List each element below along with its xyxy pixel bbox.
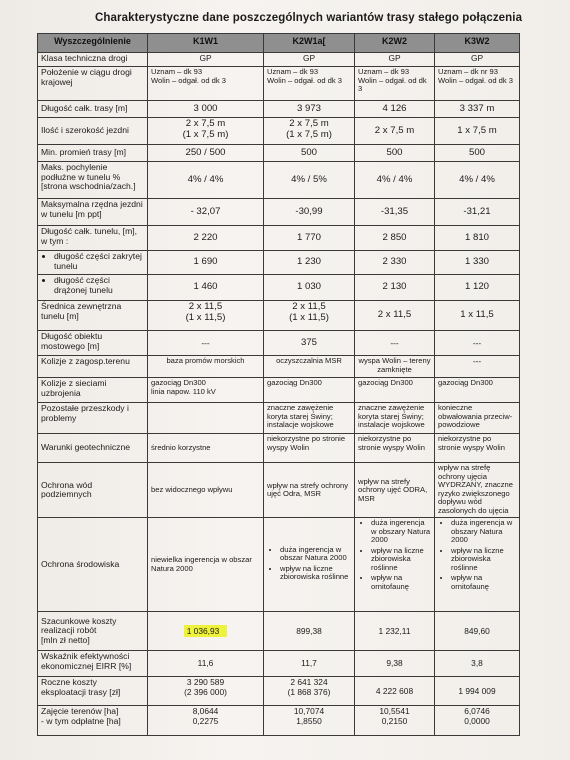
row-eirr — [38, 651, 520, 677]
row-label: Ilość i szerokość jezdni — [38, 118, 148, 145]
cell-value: 2 x 11,5 (1 x 11,5) — [264, 301, 355, 331]
cell-value: baza promów morskich — [148, 356, 264, 378]
cell-value: 2 330 — [355, 251, 435, 275]
cell-value: 1 810 — [435, 226, 520, 251]
cell-value: niekorzystne po stronie wyspy Wolin — [264, 434, 355, 463]
cell-value: 3 290 589 (2 396 000) — [148, 677, 264, 706]
cell-value: 1 330 — [435, 251, 520, 275]
row-label: Maks. pochylenie podłużne w tunelu % [strona wschodnia/zach.] — [38, 162, 148, 199]
list-item: • wpływ na liczne zbiorowiska roślinne — [451, 547, 516, 573]
cell-value: 375 — [264, 331, 355, 356]
header-k2w2: K2W2 — [355, 34, 435, 53]
cell-value: 1 460 — [148, 275, 264, 301]
cell-value: 1 120 — [435, 275, 520, 301]
list-item: • duża ingerencja w obszary Natura 2000 — [451, 519, 516, 545]
cell-value: 1 030 — [264, 275, 355, 301]
cell-value: 6,0746 0,0000 — [435, 706, 520, 736]
row-uzbrojenie — [38, 378, 520, 403]
cell-value: 4 222 608 — [355, 677, 435, 706]
cell-value: wpływ na strefy ochrony ujęć Odra, MSR — [264, 463, 355, 518]
cell-value: Uznam – dk nr 93 Wolin – odgał. od dk 3 — [435, 67, 520, 101]
row-polozenie — [38, 67, 520, 101]
cell-value: 4% / 4% — [355, 162, 435, 199]
row-srednica — [38, 301, 520, 331]
list-item: • wpływ na liczne zbiorowiska roślinne — [371, 547, 431, 573]
cell-value: 1 994 009 — [435, 677, 520, 706]
row-label: Szacunkowe koszty realizacji robót [mln zł netto] — [38, 612, 148, 651]
cell-value: 8,0644 0,2275 — [148, 706, 264, 736]
row-klasa — [38, 53, 520, 67]
cell-value: 4% / 4% — [148, 162, 264, 199]
cell-value: 3 973 — [264, 101, 355, 118]
row-zakryty — [38, 251, 520, 275]
cell-value: wpływ na strefy ochrony ujęć ODRA, MSR — [355, 463, 435, 518]
cell-value: średnio korzystne — [148, 434, 264, 463]
row-label: Ochrona środowiska — [38, 518, 148, 612]
cell-value — [148, 403, 264, 434]
cell-value: -31,35 — [355, 199, 435, 226]
cell-value: 2 x 7,5 m (1 x 7,5 m) — [264, 118, 355, 145]
cell-value: --- — [435, 331, 520, 356]
cell-value: znaczne zawężenie koryta starej Świny; instalacje wojskowe — [264, 403, 355, 434]
cell-value: GP — [435, 53, 520, 67]
row-geotech — [38, 434, 520, 463]
cell-value: --- — [435, 356, 520, 378]
cell-value: wyspa Wolin – tereny zamknięte — [355, 356, 435, 378]
row-dlugosc-trasy — [38, 101, 520, 118]
row-drazony — [38, 275, 520, 301]
cell-value — [264, 518, 355, 612]
cell-value: 1 x 11,5 — [435, 301, 520, 331]
cell-value: gazociąg Dn300 linia napow. 110 kV — [148, 378, 264, 403]
row-label — [38, 275, 148, 301]
cell-value: 849,60 — [435, 612, 520, 651]
row-label: Pozostałe przeszkody i problemy — [38, 403, 148, 434]
row-label: Kolizje z sieciami uzbrojenia — [38, 378, 148, 403]
row-jezdnie — [38, 118, 520, 145]
row-label: Długość całk. trasy [m] — [38, 101, 148, 118]
cell-value: 2 850 — [355, 226, 435, 251]
cell-value: Uznam – dk 93 Wolin – odgał. od dk 3 — [264, 67, 355, 101]
row-promien — [38, 145, 520, 162]
cell-value: GP — [355, 53, 435, 67]
document-title: Charakterystyczne dane poszczególnych wariantów trasy stałego połączenia — [95, 12, 523, 24]
row-label: Roczne koszty eksploatacji trasy [zł] — [38, 677, 148, 706]
cell-value: GP — [148, 53, 264, 67]
cell-value: 11,7 — [264, 651, 355, 677]
list-item: • wpływ na ornitofaunę — [451, 574, 516, 591]
row-label: Warunki geotechniczne — [38, 434, 148, 463]
cell-value: 1 232,11 — [355, 612, 435, 651]
list-item: • długość części drążonej tunelu — [54, 276, 144, 295]
row-przeszkody — [38, 403, 520, 434]
header-k2w1a: K2W1a[ — [264, 34, 355, 53]
list-item: • duża ingerencja w obszar Natura 2000 — [280, 546, 351, 563]
cell-value — [148, 612, 264, 651]
row-srodowisko — [38, 518, 520, 612]
row-label: Długość obiektu mostowego [m] — [38, 331, 148, 356]
row-teren — [38, 356, 520, 378]
cell-value: 2 x 11,5 (1 x 11,5) — [148, 301, 264, 331]
row-label: Klasa techniczna drogi — [38, 53, 148, 67]
cell-value: 2 x 7,5 m — [355, 118, 435, 145]
cell-value: znaczne zawężenie koryta starej Świny; instalacje wojskowe — [355, 403, 435, 434]
cell-value: 500 — [355, 145, 435, 162]
cell-value: 2 641 324 (1 868 376) — [264, 677, 355, 706]
cell-value: 4% / 5% — [264, 162, 355, 199]
cell-value: 500 — [264, 145, 355, 162]
row-label: Długość całk. tunelu, [m], w tym : — [38, 226, 148, 251]
cell-value: 4 126 — [355, 101, 435, 118]
cell-value: 3 000 — [148, 101, 264, 118]
cell-value: --- — [355, 331, 435, 356]
list-item: • wpływ na liczne zbiorowiska roślinne — [280, 565, 351, 582]
cell-value: -31,21 — [435, 199, 520, 226]
cell-value — [435, 518, 520, 612]
cell-value: 500 — [435, 145, 520, 162]
cell-value: niewielka ingerencja w obszar Natura 2000 — [148, 518, 264, 612]
row-koszty — [38, 612, 520, 651]
cell-value: - 32,07 — [148, 199, 264, 226]
cell-value: oczyszczalnia MSR — [264, 356, 355, 378]
header-k1w1: K1W1 — [148, 34, 264, 53]
cell-value: 2 220 — [148, 226, 264, 251]
row-rzedna — [38, 199, 520, 226]
cell-value: 2 x 7,5 m (1 x 7,5 m) — [148, 118, 264, 145]
cell-value: niekorzystne po stronie wyspy Wolin — [435, 434, 520, 463]
cell-value: wpływ na strefę ochrony ujęcia WYDRZANY, znaczne ryzyko zwiększonego dopływu wód zasolonych do ujęcia — [435, 463, 520, 518]
cell-value: GP — [264, 53, 355, 67]
header-wyszczegolnienie: Wyszczególnienie — [38, 34, 148, 53]
row-label: Średnica zewnętrzna tunelu [m] — [38, 301, 148, 331]
cell-value: 9,38 — [355, 651, 435, 677]
cell-value: 2 130 — [355, 275, 435, 301]
row-label: Kolizje z zagosp.terenu — [38, 356, 148, 378]
cell-value: 250 / 500 — [148, 145, 264, 162]
cell-value: 3,8 — [435, 651, 520, 677]
cell-value: gazociąg Dn300 — [355, 378, 435, 403]
row-label: Zajęcie terenów [ha] - w tym odpłatne [ha] — [38, 706, 148, 736]
cell-value: bez widocznego wpływu — [148, 463, 264, 518]
cell-value: 3 337 m — [435, 101, 520, 118]
cell-value: 1 690 — [148, 251, 264, 275]
list-item: • duża ingerencja w obszary Natura 2000 — [371, 519, 431, 545]
header-k3w2: K3W2 — [435, 34, 520, 53]
cell-value: 10,7074 1,8550 — [264, 706, 355, 736]
cell-value — [355, 518, 435, 612]
cell-value: niekorzystne po stronie wyspy Wolin — [355, 434, 435, 463]
cell-value: 1 770 — [264, 226, 355, 251]
list-item: • długość części zakrytej tunelu — [54, 252, 144, 271]
row-zajecie — [38, 706, 520, 736]
list-item: • wpływ na ornitofaunę — [371, 574, 431, 591]
cell-value: 11,6 — [148, 651, 264, 677]
row-mostowy — [38, 331, 520, 356]
data-table — [37, 33, 520, 736]
row-label: Min. promień trasy [m] — [38, 145, 148, 162]
cell-value: 2 x 11,5 — [355, 301, 435, 331]
row-pochylenie — [38, 162, 520, 199]
cell-value: 4% / 4% — [435, 162, 520, 199]
cell-value: gazociąg Dn300 — [435, 378, 520, 403]
cell-value: Uznam – dk 93 Wolin – odgał. od dk 3 — [148, 67, 264, 101]
cell-value: --- — [148, 331, 264, 356]
row-label — [38, 251, 148, 275]
cell-value: 1 x 7,5 m — [435, 118, 520, 145]
highlighted-cost: 1 036,93 — [184, 625, 228, 637]
row-label: Maksymalna rzędna jezdni w tunelu [m ppt] — [38, 199, 148, 226]
cell-value: -30,99 — [264, 199, 355, 226]
row-label: Ochrona wód podziemnych — [38, 463, 148, 518]
row-label: Wskaźnik efektywności ekonomicznej EIRR [%] — [38, 651, 148, 677]
cell-value: gazociąg Dn300 — [264, 378, 355, 403]
cell-value: 1 230 — [264, 251, 355, 275]
row-tunel — [38, 226, 520, 251]
row-label: Położenie w ciągu drogi krajowej — [38, 67, 148, 101]
header-row — [38, 34, 520, 53]
cell-value: 899,38 — [264, 612, 355, 651]
cell-value: 10,5541 0,2150 — [355, 706, 435, 736]
row-eksploatacja — [38, 677, 520, 706]
cell-value: Uznam – dk 93 Wolin – odgał. od dk 3 — [355, 67, 435, 101]
cell-value: konieczne obwałowania przeciw- powodziowe — [435, 403, 520, 434]
row-wody — [38, 463, 520, 518]
